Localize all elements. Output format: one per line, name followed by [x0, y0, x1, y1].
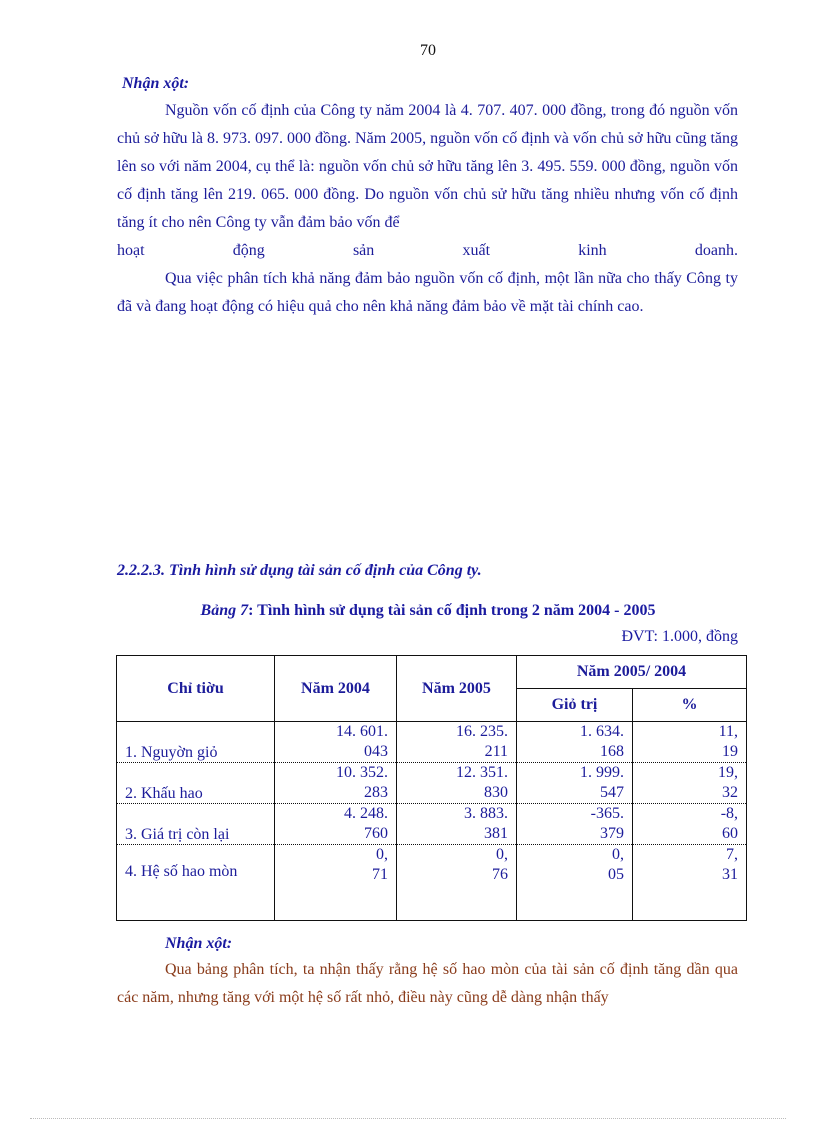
word: xuất — [462, 242, 491, 259]
row-label: 2. Khấu hao — [117, 763, 275, 804]
cell-pct: 19, 32 — [633, 763, 747, 804]
row-label: 4. Hệ số hao mòn — [117, 845, 275, 921]
word: động — [232, 242, 265, 259]
cell-pct: 11, 19 — [633, 722, 747, 763]
header-percent: % — [633, 689, 747, 722]
cell-pct: 7, 31 — [633, 845, 747, 921]
unit-note: ĐVT: 1.000, đồng — [621, 628, 738, 645]
remark-paragraph-2 — [117, 265, 738, 321]
cell-y2004: 10. 352. 283 — [275, 763, 397, 804]
footer-rule — [30, 1118, 786, 1119]
cell-y2004: 4. 248. 760 — [275, 804, 397, 845]
table-row — [117, 804, 747, 845]
header-year-2004: Năm 2004 — [275, 656, 397, 722]
header-comparison: Năm 2005/ 2004 — [517, 656, 747, 689]
word: sản — [352, 242, 375, 259]
remark-paragraph-1 — [117, 97, 738, 265]
cell-diff: 1. 634. 168 — [517, 722, 633, 763]
cell-diff: 0, 05 — [517, 845, 633, 921]
remark-title: Nhận xột: — [122, 75, 190, 92]
row-label: 3. Giá trị còn lại — [117, 804, 275, 845]
paragraph-2-body: Qua việc phân tích khả năng đảm bảo nguồn vốn cố định, một lần nữa cho thấy Công ty đã và đang hoạt động có hiệu quả cho nên khả năng đảm bảo về mặt tài chính cao. — [117, 270, 738, 315]
cell-y2004: 14. 601. 043 — [275, 722, 397, 763]
table-caption-text: : Tình hình sử dụng tài sản cố định trong 2 năm 2004 - 2005 — [248, 602, 656, 619]
word: hoạt — [117, 242, 145, 259]
word: doanh. — [694, 242, 738, 259]
remark-2-paragraph — [117, 956, 738, 1012]
page-number: 70 — [420, 42, 436, 59]
cell-diff: -365. 379 — [517, 804, 633, 845]
table-caption — [0, 602, 816, 620]
table-row — [117, 763, 747, 804]
table-caption-label: Bảng 7 — [200, 602, 249, 619]
cell-pct: -8, 60 — [633, 804, 747, 845]
paragraph-1-body: Nguồn vốn cố định của Công ty năm 2004 là 4. 707. 407. 000 đồng, trong đó nguồn vốn chủ sở hữu là 8. 973. 097. 000 đồng. Năm 2005, nguồn vốn cố định và vốn chủ sở hữu cũng tăng lên so với năm 2004, cụ thể là: nguồn vốn chủ sở hữu tăng lên 3. 495. 559. 000 đồng, nguồn vốn cố định tăng lên 219. 065. 000 đồng. Do nguồn vốn chủ sử hữu tăng nhiều nhưng vốn cố định tăng ít cho nên Công ty vẫn đảm bảo vốn để — [117, 102, 738, 231]
cell-diff: 1. 999. 547 — [517, 763, 633, 804]
remark-2-title: Nhận xột: — [165, 935, 233, 952]
cell-y2004: 0, 71 — [275, 845, 397, 921]
remark-2-body: Qua bảng phân tích, ta nhận thấy rằng hệ số hao mòn của tài sản cố định tăng dần qua các năm, nhưng tăng với một hệ số rất nhỏ, điều này cũng dễ dàng nhận thấy — [117, 961, 738, 1006]
table-row — [117, 722, 747, 763]
header-value: Giỏ trị — [517, 689, 633, 722]
cell-y2005: 12. 351. 830 — [397, 763, 517, 804]
cell-y2005: 16. 235. 211 — [397, 722, 517, 763]
header-indicator: Chỉ tiờu — [117, 656, 275, 722]
section-heading: 2.2.2.3. Tình hình sử dụng tài sản cố định của Công ty. — [117, 562, 482, 579]
cell-y2005: 3. 883. 381 — [397, 804, 517, 845]
paragraph-1-last-line — [117, 237, 738, 265]
asset-usage-table — [116, 655, 747, 921]
table-row — [117, 845, 747, 921]
cell-y2005: 0, 76 — [397, 845, 517, 921]
row-label: 1. Nguyờn giỏ — [117, 722, 275, 763]
header-year-2005: Năm 2005 — [397, 656, 517, 722]
word: kinh — [578, 242, 607, 259]
